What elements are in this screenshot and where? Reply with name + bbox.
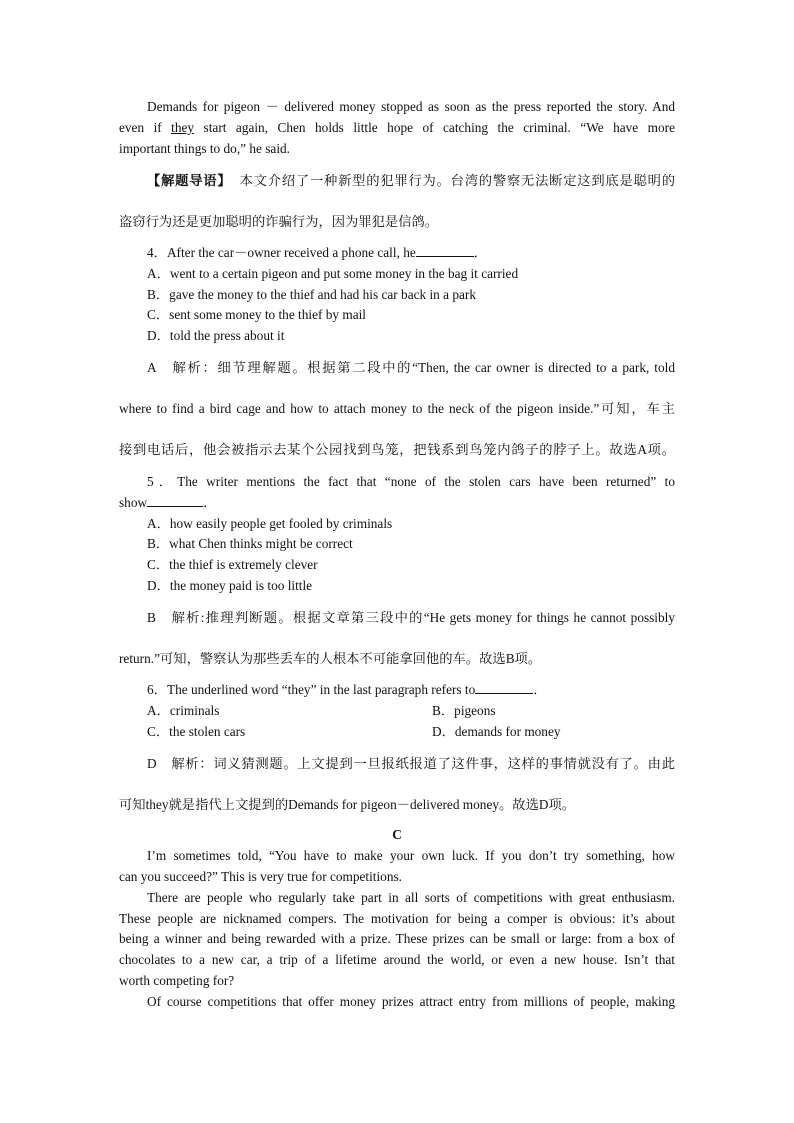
option-a: A．how easily people get fooled by criminals	[147, 516, 393, 531]
passage-text: start again, Chen holds little hope of catching the criminal. “We have more	[194, 120, 676, 135]
option-c: C．the stolen cars	[147, 724, 246, 739]
passage-line: There are people who regularly take part in all sorts of competitions with great enthusiasm.	[147, 890, 675, 905]
option-c: C．the thief is extremely clever	[147, 557, 318, 572]
answer-blank	[416, 244, 474, 257]
option-b: B．pigeons	[432, 703, 496, 718]
underlined-word: they	[171, 120, 195, 135]
passage-line: important things to do,” he said.	[119, 141, 290, 156]
question-text: 6．The underlined word “they” in the last paragraph refers to	[147, 682, 476, 697]
passage-line: I’m sometimes told, “You have to make your own luck. If you don’t try something, how	[147, 848, 675, 863]
guide-label: 【解题导语】	[147, 173, 232, 188]
question-text: 4．After the car－owner received a phone call, he	[147, 245, 416, 260]
question-text: show	[119, 495, 148, 510]
passage-text: even if	[119, 120, 172, 135]
question-end: ．	[203, 495, 217, 510]
question-stem	[147, 244, 675, 262]
answer-explanation: return.”可知，警察认为那些丢车的人根本不可能拿回他的车。故选B项。	[119, 651, 542, 666]
passage-line: worth competing for?	[119, 973, 235, 988]
answer-explanation: A 解析：细节理解题。根据第二段中的“Then, the car owner is directed to a park, told	[147, 360, 675, 375]
passage-line	[119, 119, 675, 137]
passage-line: Demands for pigeon － delivered money stopped as soon as the press reported the story. And	[147, 99, 675, 114]
answer-blank	[475, 681, 533, 694]
answer-explanation: D 解析：词义猜测题。上文提到一旦报纸报道了这件事，这样的事情就没有了。由此	[147, 756, 675, 771]
question-end: ．	[533, 682, 547, 697]
passage-line: Of course competitions that offer money prizes attract entry from millions of people, making	[147, 994, 675, 1009]
option-row	[147, 702, 675, 720]
answer-explanation: 可知they就是指代上文提到的Demands for pigeon－delivered money。故选D项。	[119, 797, 576, 812]
section-heading: C	[392, 827, 402, 842]
answer-explanation: B 解析:推理判断题。根据文章第三段中的“He gets money for things he cannot possibly	[147, 610, 675, 625]
option-a: A．criminals	[147, 703, 220, 718]
answer-blank	[147, 494, 203, 507]
answer-explanation: where to find a bird cage and how to attach money to the neck of the pigeon inside.”可知，车主	[119, 401, 675, 416]
passage-line: being a winner and being rewarded with a prize. These prizes can be small or large: from a box of	[119, 931, 675, 946]
guide-line	[147, 172, 675, 190]
guide-text: 本文介绍了一种新型的犯罪行为。台湾的警察无法断定这到底是聪明的	[239, 173, 676, 188]
option-b: B．what Chen thinks might be correct	[147, 536, 353, 551]
question-stem: 5．The writer mentions the fact that “none of the stolen cars have been returned” to	[147, 474, 675, 489]
option-d: D．demands for money	[432, 724, 561, 739]
question-stem	[119, 494, 675, 512]
option-d: D．told the press about it	[147, 328, 285, 343]
option-b: B．gave the money to the thief and had his car back in a park	[147, 287, 476, 302]
option-d: D．the money paid is too little	[147, 578, 313, 593]
answer-explanation: 接到电话后，他会被指示去某个公园找到鸟笼，把钱系到鸟笼内鸽子的脖子上。故选A项。	[119, 442, 675, 457]
guide-line: 盗窃行为还是更加聪明的诈骗行为，因为罪犯是信鸽。	[119, 214, 439, 229]
question-stem	[147, 681, 675, 699]
passage-line: can you succeed?” This is very true for competitions.	[119, 869, 402, 884]
option-row	[147, 723, 675, 741]
question-end: ．	[473, 245, 488, 260]
passage-line: These people are nicknamed compers. The motivation for being a comper is obvious: it’s about	[119, 911, 675, 926]
option-a: A．went to a certain pigeon and put some money in the bag it carried	[147, 266, 519, 281]
option-c: C．sent some money to the thief by mail	[147, 307, 366, 322]
passage-line: chocolates to a new car, a trip of a lifetime around the world, or even a new house. Isn’t that	[119, 952, 675, 967]
